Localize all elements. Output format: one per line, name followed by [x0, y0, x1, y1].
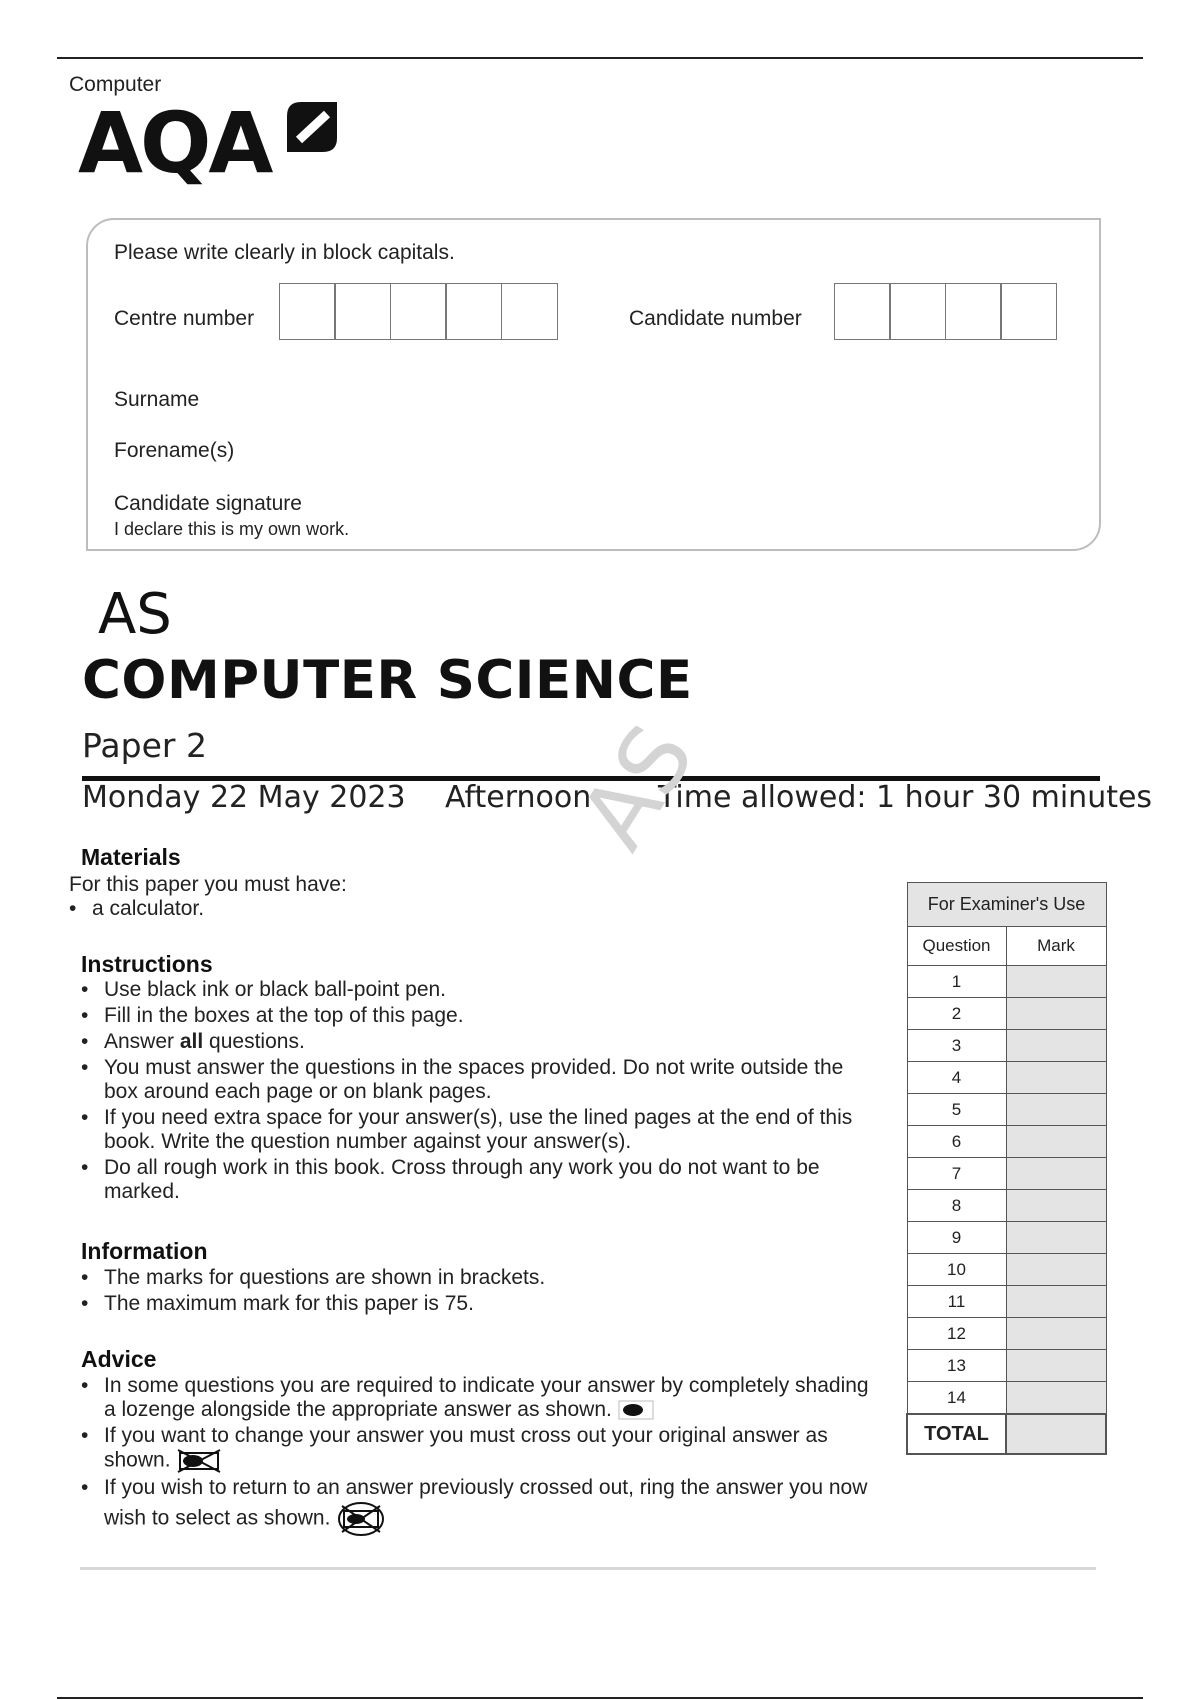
table-row — [907, 1222, 1106, 1254]
block-capitals-instruction: Please write clearly in block capitals. — [114, 241, 455, 264]
list-item: • The maximum mark for this paper is 75. — [81, 1292, 871, 1316]
mark-cell — [1006, 1350, 1106, 1382]
centre-number-box[interactable] — [279, 283, 336, 340]
list-item: • The marks for questions are shown in brackets. — [81, 1266, 871, 1290]
advice-heading: Advice — [81, 1346, 157, 1372]
candidate-number-box[interactable] — [834, 283, 891, 340]
mark-cell — [1006, 1158, 1106, 1190]
advice-shade-text: In some questions you are required to indicate your answer by completely shading a lozenge alongside the appropriate answer as shown. — [104, 1374, 869, 1421]
materials-list — [69, 897, 669, 923]
information-list — [81, 1266, 871, 1318]
logo-mark-icon — [283, 98, 339, 158]
table-row — [907, 1382, 1106, 1415]
table-row — [907, 1350, 1106, 1382]
question-number: 10 — [907, 1254, 1006, 1286]
question-number: 4 — [907, 1062, 1006, 1094]
table-row — [907, 1126, 1106, 1158]
aqa-logo — [78, 94, 348, 194]
watermark: AS — [560, 707, 716, 867]
mark-cell — [1006, 1222, 1106, 1254]
mark-cell — [1006, 1062, 1106, 1094]
mark-cell — [1006, 1286, 1106, 1318]
examiners-use-table — [906, 882, 1107, 1455]
advice-ring-text: If you wish to return to an answer previously crossed out, ring the answer you now wish to select as shown. — [104, 1476, 868, 1530]
question-number: 11 — [907, 1286, 1006, 1318]
mark-cell — [1006, 1126, 1106, 1158]
logo-wordmark: AQA — [78, 94, 271, 192]
total-mark-cell — [1006, 1414, 1106, 1454]
list-item: • You must answer the questions in the spaces provided. Do not write outside the box around each page or on blank pages. — [81, 1056, 871, 1104]
question-number: 5 — [907, 1094, 1006, 1126]
centre-number-box[interactable] — [334, 283, 391, 340]
examiners-use-title: For Examiner's Use — [907, 883, 1106, 927]
mark-cell — [1006, 1094, 1106, 1126]
materials-intro: For this paper you must have: — [69, 873, 347, 896]
table-row — [907, 1158, 1106, 1190]
mark-cell — [1006, 1382, 1106, 1415]
centre-number-boxes — [280, 283, 558, 340]
signature-label: Candidate signature — [114, 492, 302, 515]
forename-label: Forename(s) — [114, 439, 235, 462]
table-row — [907, 1030, 1106, 1062]
exam-session: Afternoon — [445, 780, 592, 815]
mark-cell — [1006, 1030, 1106, 1062]
section-divider — [80, 1567, 1096, 1570]
question-number: 14 — [907, 1382, 1006, 1415]
advice-list — [81, 1374, 881, 1540]
list-item: • Do all rough work in this book. Cross through any work you do not want to be marked. — [81, 1156, 871, 1204]
question-number: 3 — [907, 1030, 1006, 1062]
candidate-number-box[interactable] — [945, 283, 1002, 340]
instructions-list — [81, 978, 871, 1206]
subject-tag: Computer — [69, 73, 162, 96]
top-rule — [57, 57, 1143, 59]
materials-heading: Materials — [81, 844, 181, 870]
answer-all-bold: all — [179, 1030, 204, 1053]
table-row — [907, 966, 1106, 998]
mark-cell — [1006, 1318, 1106, 1350]
total-label: TOTAL — [907, 1414, 1006, 1454]
candidate-number-box[interactable] — [1000, 283, 1057, 340]
table-row — [907, 998, 1106, 1030]
question-number: 2 — [907, 998, 1006, 1030]
question-number: 6 — [907, 1126, 1006, 1158]
question-number: 12 — [907, 1318, 1006, 1350]
table-row — [907, 1190, 1106, 1222]
question-number: 13 — [907, 1350, 1006, 1382]
list-item: • Fill in the boxes at the top of this page. — [81, 1004, 871, 1028]
table-row — [907, 1318, 1106, 1350]
mark-cell — [1006, 1254, 1106, 1286]
answer-all-suffix: questions. — [203, 1030, 305, 1053]
question-number: 9 — [907, 1222, 1006, 1254]
list-item — [81, 1476, 881, 1538]
ringed-lozenge-icon — [336, 1500, 386, 1538]
list-item: • Use black ink or black ball-point pen. — [81, 978, 871, 1002]
information-heading: Information — [81, 1238, 208, 1264]
question-number: 8 — [907, 1190, 1006, 1222]
centre-number-box[interactable] — [390, 283, 447, 340]
question-number: 1 — [907, 966, 1006, 998]
list-item — [81, 1030, 871, 1054]
crossed-lozenge-icon — [176, 1448, 222, 1474]
bottom-page-rule — [57, 1697, 1143, 1699]
paper-number: Paper 2 — [82, 726, 207, 765]
advice-cross-text: If you want to change your answer you must cross out your original answer as shown. — [104, 1424, 828, 1472]
answer-all-prefix: Answer — [104, 1030, 180, 1053]
question-column-header: Question — [907, 927, 1006, 966]
total-row — [907, 1414, 1106, 1454]
page-title: COMPUTER SCIENCE — [82, 650, 693, 711]
centre-number-box[interactable] — [445, 283, 502, 340]
mark-cell — [1006, 966, 1106, 998]
time-allowed: Time allowed: 1 hour 30 minutes — [658, 780, 1153, 815]
instructions-heading: Instructions — [81, 951, 213, 977]
candidate-number-label: Candidate number — [629, 307, 802, 330]
list-item: • If you need extra space for your answer(s), use the lined pages at the end of this book. Write the question number against your answer(s). — [81, 1106, 871, 1154]
surname-label: Surname — [114, 388, 200, 411]
qualification-level: AS — [98, 582, 172, 647]
table-row — [907, 1286, 1106, 1318]
table-row — [907, 1254, 1106, 1286]
list-item: • a calculator. — [69, 897, 669, 921]
mark-column-header: Mark — [1006, 927, 1106, 966]
question-number: 7 — [907, 1158, 1006, 1190]
centre-number-label: Centre number — [114, 307, 255, 330]
shaded-lozenge-icon — [618, 1400, 654, 1420]
table-row — [907, 1094, 1106, 1126]
mark-cell — [1006, 998, 1106, 1030]
exam-date: Monday 22 May 2023 — [82, 780, 406, 815]
declaration-text: I declare this is my own work. — [114, 519, 350, 539]
table-row — [907, 1062, 1106, 1094]
candidate-number-boxes — [835, 283, 1057, 340]
mark-cell — [1006, 1190, 1106, 1222]
list-item — [81, 1424, 881, 1474]
list-item — [81, 1374, 881, 1422]
candidate-number-box[interactable] — [889, 283, 946, 340]
centre-number-box[interactable] — [501, 283, 558, 340]
